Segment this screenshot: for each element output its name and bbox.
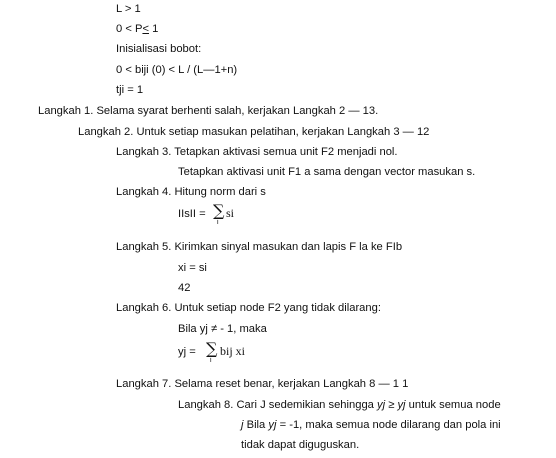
step-1: Langkah 1. Selama syarat berhenti salah, kerjakan Langkah 2 — 13. (38, 105, 379, 117)
yj-formula (178, 346, 196, 359)
yj-lhs: yj = (178, 346, 196, 358)
step-8 (178, 399, 501, 412)
step-8-text-a: Langkah 8. Cari J sedemikian sehingga (178, 399, 378, 411)
step-6: Langkah 6. Untuk setiap node F2 yang tidak dilarang: (116, 302, 381, 314)
line-init-weights: Inisialisasi bobot: (116, 43, 202, 55)
step-8-text-c: untuk semua node (405, 399, 501, 411)
step-8-yj: yj (268, 419, 277, 431)
line-l-gt-1: L > 1 (116, 3, 141, 15)
yj-sum-index: i (210, 357, 212, 364)
step-3: Langkah 3. Tetapkan aktivasi semua unit F2 menjadi nol. (116, 146, 398, 158)
yj-rhs: bij xi (220, 344, 246, 358)
page-number-42: 42 (178, 282, 191, 294)
p-range-suffix: 1 (148, 23, 159, 35)
step-8-j: j (241, 419, 244, 431)
sigma-icon: ∑ (213, 201, 225, 220)
norm-formula (178, 208, 206, 221)
bila-yj-condition: Bila yj ≠ - 1, maka (178, 323, 267, 335)
yj-sum-symbol (206, 339, 218, 364)
norm-rhs: si (226, 206, 235, 220)
line-biji-range: 0 < biji (0) < L / (L—1+n) (116, 64, 238, 76)
step-4: Langkah 4. Hitung norm dari s (116, 186, 266, 198)
step-2: Langkah 2. Untuk setiap masukan pelatihan, kerjakan Langkah 3 — 12 (78, 126, 430, 138)
step-7: Langkah 7. Selama reset benar, kerjakan Langkah 8 — 1 1 (116, 378, 409, 390)
p-range-prefix: 0 < P (116, 23, 143, 35)
sigma-icon: ∑ (206, 339, 218, 358)
step-8-line-2 (241, 419, 501, 432)
step-8-yj-compare: yj ≥ yj (377, 399, 406, 411)
step-8-bila: Bila (243, 419, 269, 431)
step-8-line-3: tidak dapat diguguskan. (241, 439, 360, 451)
xi-equals-si: xi = si (178, 262, 207, 274)
norm-lhs: IIsII = (178, 208, 206, 220)
norm-sum-symbol (213, 201, 225, 226)
line-tji: tji = 1 (116, 84, 144, 96)
step-8-line-2-rest: = -1, maka semua node dilarang dan pola ini (276, 419, 501, 431)
norm-sum-index: i (217, 219, 219, 226)
step-3-continued: Tetapkan aktivasi unit F1 a sama dengan vector masukan s. (178, 166, 476, 178)
line-p-range (116, 23, 158, 36)
p-range-le: < (142, 23, 149, 35)
step-5: Langkah 5. Kirimkan sinyal masukan dan lapis F la ke FIb (116, 241, 403, 253)
